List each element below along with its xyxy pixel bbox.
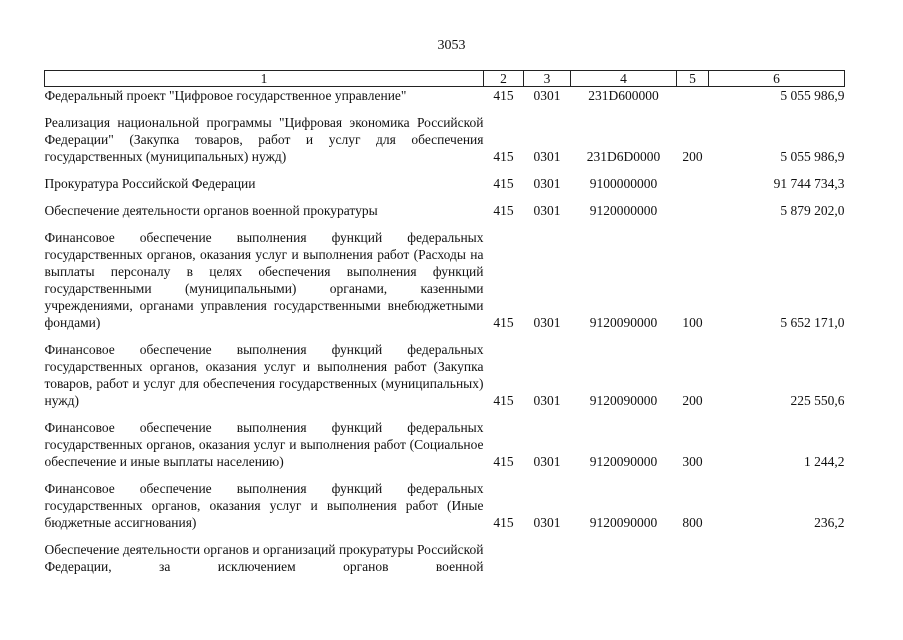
row-expense-type: 200 bbox=[682, 393, 703, 408]
row-target-code: 231D600000 bbox=[588, 88, 659, 103]
row-target-code: 9120090000 bbox=[589, 454, 658, 469]
row-expense-type: 300 bbox=[682, 454, 703, 469]
table-row bbox=[45, 175, 845, 192]
page-number: 3053 bbox=[437, 38, 466, 53]
row-amount: 236,2 bbox=[814, 515, 845, 530]
row-section-code: 0301 bbox=[533, 88, 561, 103]
row-amount: 5 652 171,0 bbox=[780, 315, 845, 330]
row-ministry-code: 415 bbox=[493, 149, 514, 164]
row-expense-type bbox=[677, 541, 709, 575]
row-target-code: 9120090000 bbox=[589, 515, 658, 530]
table-header-row bbox=[45, 71, 845, 87]
row-target-code bbox=[571, 541, 677, 575]
row-section-code: 0301 bbox=[533, 203, 561, 218]
table-row bbox=[45, 229, 845, 331]
row-section-code: 0301 bbox=[533, 149, 561, 164]
row-name: Финансовое обеспечение выполнения функций федеральных государственных органов, оказания услуг и выполнения работ (Расходы на выплаты персоналу в целях обеспечения выполнения функций государственными (муниципальными) органами, казенными учреждениями, органами управления государственными внебюджетными фондами) bbox=[44, 230, 484, 330]
column-header-3: 3 bbox=[524, 71, 571, 87]
row-amount: 5 055 986,9 bbox=[780, 149, 845, 164]
table-row bbox=[45, 114, 845, 165]
column-header-1: 1 bbox=[45, 71, 484, 87]
row-expense-type: 200 bbox=[682, 149, 703, 164]
row-expense-type bbox=[677, 87, 709, 105]
row-name: Реализация национальной программы "Цифровая экономика Российской Федерации" (Закупка товаров, работ и услуг для обеспечения государственных (муниципальных) нужд) bbox=[44, 115, 484, 164]
row-name: Финансовое обеспечение выполнения функций федеральных государственных органов, оказания услуг и выполнения работ (Иные бюджетные ассигнования) bbox=[44, 481, 484, 530]
row-section-code: 0301 bbox=[533, 454, 561, 469]
row-target-code: 231D6D0000 bbox=[586, 149, 661, 164]
row-ministry-code: 415 bbox=[493, 203, 514, 218]
row-name: Финансовое обеспечение выполнения функций федеральных государственных органов, оказания услуг и выполнения работ (Социальное обеспечение и иные выплаты населению) bbox=[44, 420, 484, 469]
row-ministry-code bbox=[484, 541, 524, 575]
row-target-code: 9120090000 bbox=[589, 315, 658, 330]
row-section-code bbox=[524, 541, 571, 575]
table-row bbox=[45, 341, 845, 409]
row-ministry-code: 415 bbox=[493, 315, 514, 330]
row-ministry-code: 415 bbox=[493, 88, 514, 103]
row-expense-type: 800 bbox=[682, 515, 703, 530]
row-name: Прокуратура Российской Федерации bbox=[44, 176, 256, 191]
table-row bbox=[45, 87, 845, 105]
row-name: Обеспечение деятельности органов и организаций прокуратуры Российской Федерации, за исключением органов военной bbox=[44, 542, 484, 574]
row-ministry-code: 415 bbox=[493, 454, 514, 469]
row-section-code: 0301 bbox=[533, 515, 561, 530]
row-ministry-code: 415 bbox=[493, 393, 514, 408]
column-header-2: 2 bbox=[484, 71, 524, 87]
table-row bbox=[45, 541, 845, 575]
row-amount: 225 550,6 bbox=[790, 393, 845, 408]
row-amount: 91 744 734,3 bbox=[773, 176, 845, 191]
row-target-code: 9100000000 bbox=[589, 176, 658, 191]
column-header-6: 6 bbox=[709, 71, 845, 87]
row-amount: 5 879 202,0 bbox=[780, 203, 845, 218]
row-expense-type bbox=[677, 175, 709, 192]
table-row bbox=[45, 202, 845, 219]
row-amount: 5 055 986,9 bbox=[780, 88, 845, 103]
row-expense-type: 100 bbox=[682, 315, 703, 330]
budget-table bbox=[44, 70, 845, 575]
table-row bbox=[45, 419, 845, 470]
row-name: Федеральный проект "Цифровое государственное управление" bbox=[44, 88, 407, 103]
row-section-code: 0301 bbox=[533, 393, 561, 408]
table-row bbox=[45, 480, 845, 531]
row-amount bbox=[709, 541, 845, 575]
row-name: Финансовое обеспечение выполнения функций федеральных государственных органов, оказания услуг и выполнения работ (Закупка товаров, работ и услуг для обеспечения государственных (муниципальных) нужд) bbox=[44, 342, 484, 408]
column-header-4: 4 bbox=[571, 71, 677, 87]
row-amount: 1 244,2 bbox=[804, 454, 845, 469]
row-section-code: 0301 bbox=[533, 176, 561, 191]
row-target-code: 9120090000 bbox=[589, 393, 658, 408]
row-name: Обеспечение деятельности органов военной прокуратуры bbox=[44, 203, 378, 218]
row-section-code: 0301 bbox=[533, 315, 561, 330]
row-expense-type bbox=[677, 202, 709, 219]
row-ministry-code: 415 bbox=[493, 515, 514, 530]
column-header-5: 5 bbox=[677, 71, 709, 87]
row-ministry-code: 415 bbox=[493, 176, 514, 191]
row-target-code: 9120000000 bbox=[589, 203, 658, 218]
